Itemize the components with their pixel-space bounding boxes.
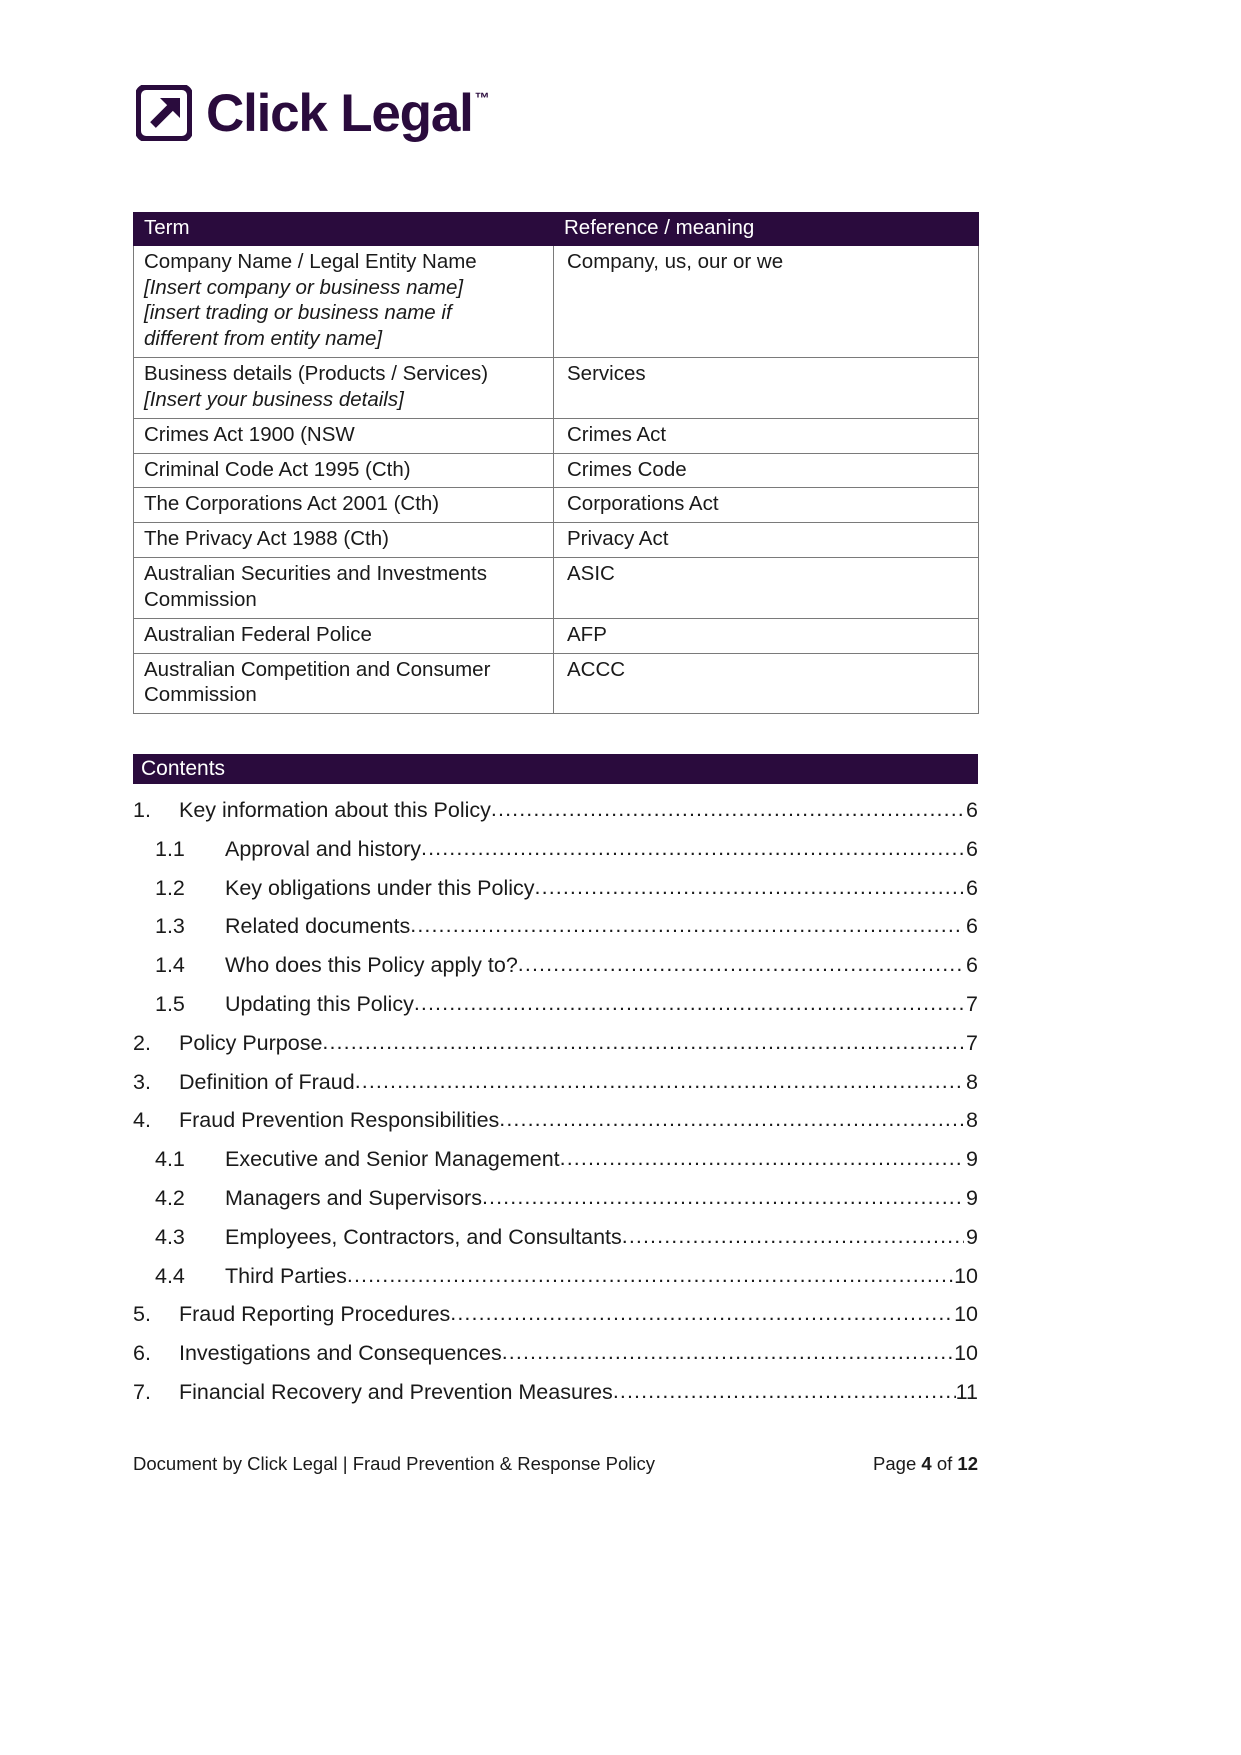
table-cell-term [134,523,554,558]
table-cell-term [134,653,554,714]
toc-entry[interactable] [133,1108,978,1147]
toc-entry[interactable] [133,876,978,915]
toc-entry[interactable] [133,1264,978,1303]
brand-wordmark [206,83,489,143]
footer-page-prefix: Page [873,1453,922,1474]
table-row [134,653,979,714]
toc-entry[interactable] [133,1341,978,1380]
table-cell-reference: Crimes Act [554,418,979,453]
toc-entry-number: 1.3 [155,914,185,939]
table-cell-term [134,453,554,488]
footer-total-pages: 12 [957,1453,978,1474]
toc-entry-title: Updating this Policy [225,991,414,1016]
toc-entry-page: 7 [966,1030,978,1055]
toc-entry-page: 9 [966,1185,978,1210]
toc-dot-leader [622,1224,964,1249]
table-cell-term [134,618,554,653]
toc-entry-title: Key obligations under this Policy [225,875,535,900]
toc-entry-title: Who does this Policy apply to? [225,953,518,978]
table-cell-term [134,558,554,619]
table-cell-reference: Privacy Act [554,523,979,558]
column-header-term: Term [134,213,554,246]
toc-entry[interactable] [133,1147,978,1186]
table-cell-reference: AFP [554,618,979,653]
toc-entry[interactable] [133,914,978,953]
footer-page-number [873,1453,978,1475]
toc-entry-title: Key information about this Policy [179,798,491,822]
term-line: The Privacy Act 1988 (Cth) [144,527,389,551]
term-line: [Insert company or business name] [144,275,464,299]
term-line: Crimes Act 1900 (NSW [144,422,355,446]
contents-heading: Contents [133,754,978,784]
toc-entry-number: 4.2 [155,1185,185,1210]
definitions-table [133,212,979,714]
toc-dot-leader [502,1340,954,1365]
term-line: Australian Securities and Investments [144,562,487,586]
toc-dot-leader [482,1185,964,1210]
toc-entry-title: Investigations and Consequences [179,1341,502,1366]
toc-entry-page: 6 [966,914,978,939]
toc-entry-number: 4.4 [155,1263,185,1288]
brand-logo [136,78,488,148]
toc-entry-page: 6 [966,953,978,978]
toc-entry[interactable] [133,953,978,992]
toc-entry-page: 6 [966,798,978,822]
table-header-row [134,213,979,246]
table-row [134,358,979,419]
brand-name: Click Legal [206,83,473,143]
toc-entry-page: 11 [955,1379,978,1404]
toc-entry-page: 10 [954,1263,978,1288]
toc-dot-leader [613,1379,956,1404]
toc-dot-leader [355,1069,964,1094]
toc-entry-number: 6. [133,1341,151,1366]
toc-dot-leader [518,952,964,977]
table-row [134,523,979,558]
toc-entry[interactable] [133,992,978,1031]
term-line: different from entity name] [144,327,383,351]
table-row [134,453,979,488]
toc-entry-title: Employees, Contractors, and Consultants [225,1224,622,1249]
toc-dot-leader [322,1030,964,1055]
toc-entry-title: Financial Recovery and Prevention Measures [179,1379,613,1404]
toc-entry-title: Executive and Senior Management [225,1147,560,1172]
toc-entry-page: 6 [966,836,978,861]
toc-dot-leader [414,991,964,1016]
toc-dot-leader [535,875,964,900]
toc-dot-leader [560,1146,964,1171]
toc-dot-leader [450,1301,954,1326]
toc-entry[interactable] [133,1225,978,1264]
table-cell-reference: Company, us, our or we [554,245,979,357]
toc-entry-page: 10 [954,1341,978,1366]
column-header-reference: Reference / meaning [554,213,979,246]
external-link-square-icon [136,85,192,141]
toc-entry[interactable] [133,1380,978,1419]
toc-entry-page: 8 [966,1108,978,1133]
table-cell-term [134,418,554,453]
toc-entry-number: 4.3 [155,1224,185,1249]
table-row [134,558,979,619]
toc-entry-title: Managers and Supervisors [225,1185,482,1210]
table-cell-reference: ACCC [554,653,979,714]
table-row [134,618,979,653]
toc-entry-number: 2. [133,1030,151,1055]
term-line: Commission [144,683,257,707]
toc-entry-title: Fraud Prevention Responsibilities [179,1108,500,1133]
toc-entry-page: 9 [966,1147,978,1172]
term-line: Business details (Products / Services) [144,362,489,386]
toc-entry-number: 4.1 [155,1147,185,1172]
term-line: Company Name / Legal Entity Name [144,249,477,273]
term-line: [insert trading or business name if [144,301,452,325]
table-cell-reference: ASIC [554,558,979,619]
table-row [134,245,979,357]
toc-entry-number: 1.4 [155,953,185,978]
toc-entry-number: 5. [133,1302,151,1327]
toc-dot-leader [491,797,964,822]
toc-entry-title: Definition of Fraud [179,1069,355,1094]
page-footer [133,1453,978,1475]
term-line: Criminal Code Act 1995 (Cth) [144,457,411,481]
toc-entry-number: 7. [133,1379,151,1404]
toc-dot-leader [499,1107,964,1132]
table-cell-reference: Corporations Act [554,488,979,523]
toc-entry-title: Related documents [225,914,411,939]
table-cell-term [134,488,554,523]
table-cell-reference: Crimes Code [554,453,979,488]
toc-entry-page: 8 [966,1069,978,1094]
table-cell-reference: Services [554,358,979,419]
toc-entry-title: Approval and history [225,836,421,861]
table-row [134,418,979,453]
toc-entry-page: 6 [966,875,978,900]
toc-entry-number: 3. [133,1069,151,1094]
toc-entry-number: 1. [133,798,151,822]
term-line: The Corporations Act 2001 (Cth) [144,492,440,516]
footer-page-mid: of [931,1453,958,1474]
term-line: Australian Competition and Consumer [144,657,491,681]
table-cell-term [134,245,554,357]
toc-entry-page: 7 [966,991,978,1016]
toc-entry-page: 10 [954,1302,978,1327]
toc-entry[interactable] [133,1031,978,1070]
toc-entry-number: 4. [133,1108,151,1133]
toc-entry-page: 9 [966,1224,978,1249]
toc-entry-title: Third Parties [225,1263,347,1288]
term-line: [Insert your business details] [144,387,404,411]
toc-entry[interactable] [133,837,978,876]
term-line: Australian Federal Police [144,622,372,646]
table-of-contents [133,798,978,1419]
toc-entry-title: Fraud Reporting Procedures [179,1302,451,1327]
term-line: Commission [144,587,257,611]
toc-entry-title: Policy Purpose [179,1030,323,1055]
trademark-symbol: ™ [474,89,489,107]
toc-entry-number: 1.1 [155,836,185,861]
toc-dot-leader [421,836,964,861]
toc-entry-number: 1.5 [155,991,185,1016]
table-cell-term [134,358,554,419]
toc-entry[interactable] [133,1302,978,1341]
toc-dot-leader [347,1263,954,1288]
toc-entry-number: 1.2 [155,875,185,900]
table-row [134,488,979,523]
toc-entry[interactable] [133,1070,978,1109]
toc-entry[interactable] [133,1186,978,1225]
toc-dot-leader [410,913,964,938]
toc-entry[interactable] [133,798,978,837]
footer-current-page: 4 [921,1453,932,1474]
footer-document-label: Document by Click Legal | Fraud Prevention & Response Policy [133,1453,656,1474]
